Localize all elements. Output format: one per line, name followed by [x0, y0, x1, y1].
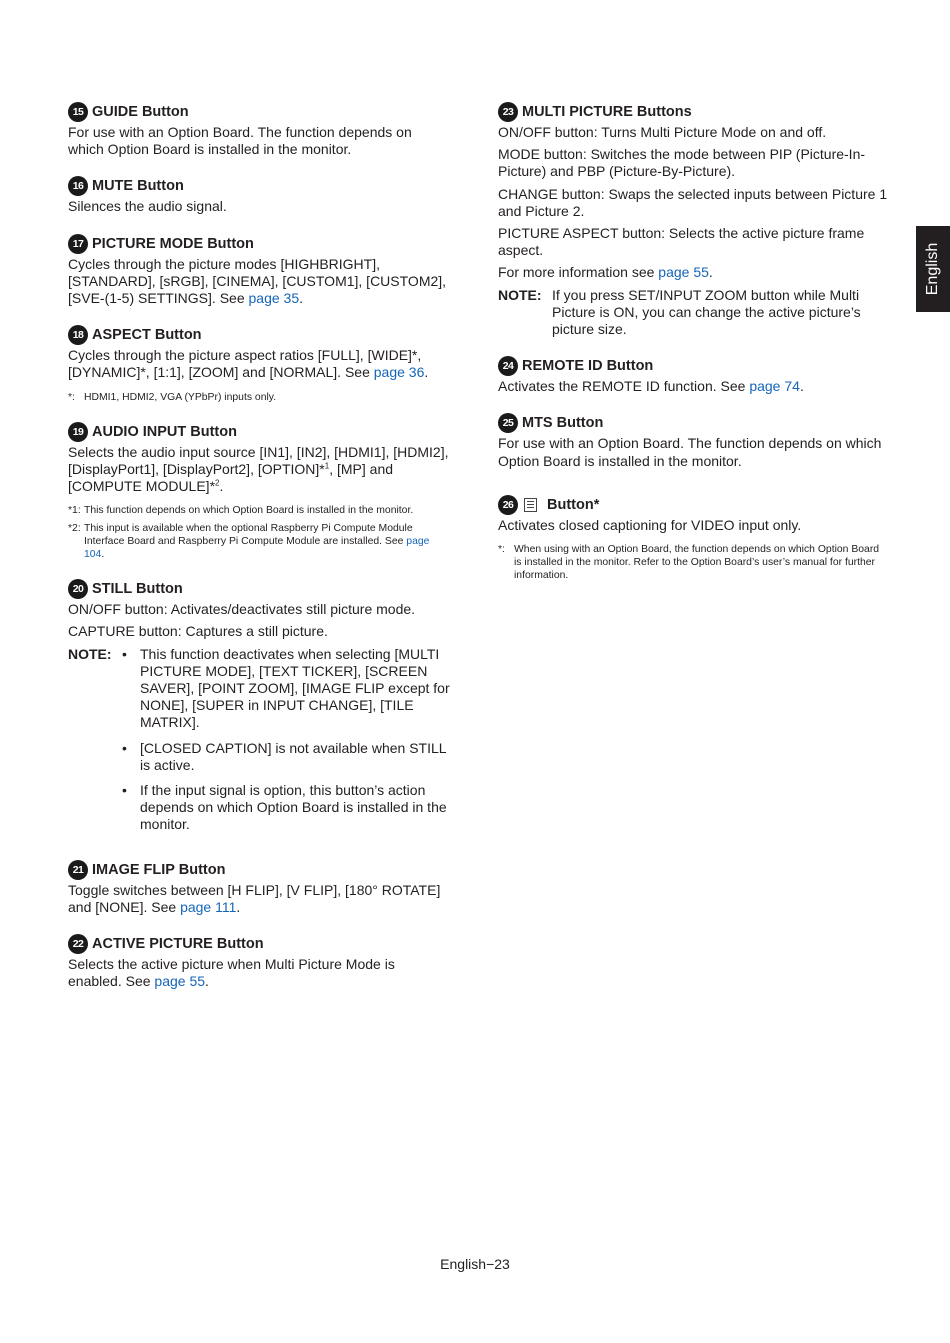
number-badge: 20 [68, 579, 88, 599]
closed-caption-button-section [498, 495, 888, 583]
section-text: For use with an Option Board. The function depends on which Option Board is installed in the monitor. [498, 435, 882, 469]
number-badge: 21 [68, 860, 88, 880]
list-item: • [CLOSED CAPTION] is not available when STILL is active. [122, 739, 447, 773]
note [498, 287, 888, 339]
language-tab-label: English [924, 242, 942, 296]
section-title: AUDIO INPUT Button [92, 423, 237, 440]
image-flip-button-section [68, 860, 450, 916]
mts-button-section [498, 413, 888, 469]
section-text: Cycles through the picture aspect ratios [FULL], [WIDE]*, [DYNAMIC]*, [1:1], [ZOOM] and [NORMAL]. See page 36. [68, 347, 429, 381]
page-link[interactable]: page 111 [180, 898, 237, 915]
section-text: Selects the audio input source [IN1], [IN2], [HDMI1], [HDMI2], [DisplayPort1], [DisplayPort2], [OPTION]*$^1$, [MP] and [COMPUTE MODULE]*$^2$. [68, 443, 449, 495]
section-text: Cycles through the picture modes [HIGHBRIGHT], [STANDARD], [sRGB], [CINEMA], [CUSTOM1], [CUSTOM2], [SVE-(1-5) SETTINGS]. See page 35. [68, 255, 447, 307]
footnote: *2: This input is available when the optional Raspberry Pi Compute Module Interface Board and Raspberry Pi Compute Module are installed. See page 104. [68, 522, 430, 561]
section-text: Toggle switches between [H FLIP], [V FLIP], [180° ROTATE] and [NONE]. See page 111. [68, 881, 441, 915]
section-text: CHANGE button: Swaps the selected inputs between Picture 1 and Picture 2. [498, 185, 888, 219]
section-text: PICTURE ASPECT button: Selects the active picture frame aspect. [498, 225, 865, 259]
left-column [68, 102, 450, 1009]
number-badge: 18 [68, 325, 88, 345]
page-link[interactable]: page 74 [749, 378, 800, 395]
note [68, 646, 450, 842]
section-text: ON/OFF button: Activates/deactivates still picture mode. [68, 601, 416, 618]
section-title: MTS Button [522, 415, 604, 432]
section-text: Activates closed captioning for VIDEO input only. [498, 516, 802, 533]
section-text: ON/OFF button: Turns Multi Picture Mode on and off. [498, 124, 827, 140]
section-title: MUTE Button [92, 178, 184, 195]
section-title: GUIDE Button [92, 104, 189, 120]
footnote: *1: This function depends on which Option Board is installed in the monitor. [68, 505, 414, 517]
footnote: *: HDMI1, HDMI2, VGA (YPbPr) inputs only. [68, 391, 277, 403]
page-link[interactable]: page 55 [658, 264, 709, 281]
picture-mode-button-section [68, 234, 450, 308]
number-badge: 19 [68, 422, 88, 442]
section-text: Activates the REMOTE ID function. See page 74. [498, 378, 804, 395]
section-title: MULTI PICTURE Buttons [522, 104, 692, 120]
section-title: Button* [547, 496, 600, 513]
number-badge: 16 [68, 176, 88, 196]
remote-id-button-section [498, 356, 888, 395]
section-title: PICTURE MODE Button [92, 235, 254, 252]
list-item: • If the input signal is option, this button’s action depends on which Option Board is installed in the monitor. [122, 782, 447, 833]
right-column [498, 102, 888, 601]
language-side-tab [916, 226, 950, 312]
section-text: MODE button: Switches the mode between PIP (Picture-In-Picture) and PBP (Picture-By-Picture). [498, 146, 866, 180]
section-title: ACTIVE PICTURE Button [92, 936, 264, 953]
page-link[interactable]: page 55 [154, 973, 206, 990]
section-title: ASPECT Button [92, 327, 202, 344]
number-badge: 24 [498, 356, 518, 376]
aspect-button-section [68, 325, 450, 404]
section-text: Silences the audio signal. [68, 198, 227, 215]
number-badge: 25 [498, 413, 518, 433]
closed-caption-icon [524, 498, 537, 512]
audio-input-button-section [68, 422, 450, 561]
number-badge: 26 [498, 495, 518, 515]
page-link[interactable]: page 36 [373, 364, 425, 381]
number-badge: 23 [498, 102, 518, 122]
section-text: CAPTURE button: Captures a still picture. [68, 623, 328, 640]
number-badge: 17 [68, 234, 88, 254]
number-badge: 22 [68, 934, 88, 954]
active-picture-button-section [68, 934, 450, 990]
section-title: IMAGE FLIP Button [92, 861, 226, 878]
list-item: • This function deactivates when selecting [MULTI PICTURE MODE], [TEXT TICKER], [SCREEN SAVER], [POINT ZOOM], [IMAGE FLIP except for NONE], [SUPER in INPUT CHANGE], [TILE MATRIX]. [122, 645, 450, 731]
section-title: REMOTE ID Button [522, 358, 654, 375]
guide-button-section [68, 102, 450, 158]
still-button-section [68, 579, 450, 841]
multi-picture-buttons-section [498, 102, 888, 338]
section-text: For more information see page 55. [498, 264, 713, 281]
note-label: NOTE: [68, 645, 112, 662]
page-footer: English−23 [440, 1256, 510, 1272]
note-text: If you press SET/INPUT ZOOM button while Multi Picture is ON, you can change the active picture’s picture size. [552, 286, 861, 338]
section-text: For use with an Option Board. The function depends on which Option Board is installed in the monitor. [68, 124, 412, 158]
footnote: *: When using with an Option Board, the function depends on which Option Board is installed in the monitor. Refer to the Option Board’s user’s manual for further information. [498, 544, 880, 582]
number-badge: 15 [68, 102, 88, 122]
page-link[interactable]: page 35 [248, 290, 300, 307]
section-text: Selects the active picture when Multi Picture Mode is enabled. See page 55. [68, 956, 395, 990]
section-title: STILL Button [92, 581, 183, 598]
mute-button-section [68, 176, 450, 215]
note-label: NOTE: [498, 286, 542, 303]
page-link[interactable]: page 104 [84, 535, 430, 561]
